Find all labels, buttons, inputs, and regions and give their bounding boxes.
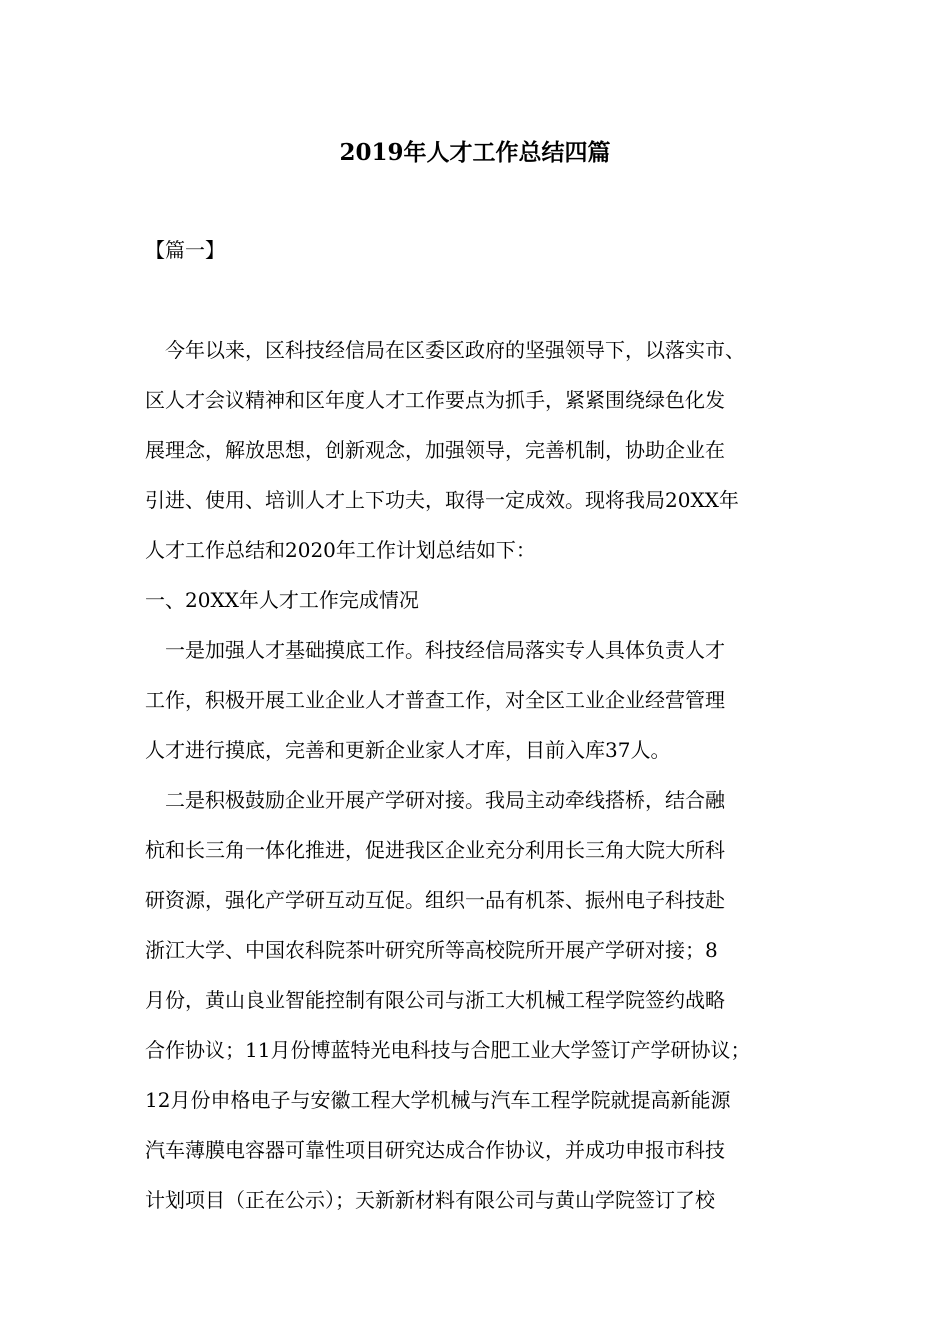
text-line: 区人才会议精神和区年度人才工作要点为抓手，紧紧围绕绿色化发 bbox=[145, 388, 725, 412]
section-label: 【篇一】 bbox=[145, 238, 225, 262]
text-line: 计划项目（正在公示）；天新新材料有限公司与黄山学院签订了校 bbox=[145, 1188, 715, 1212]
body-text bbox=[145, 332, 810, 1232]
text-line: 人才工作总结和2020年工作计划总结如下： bbox=[145, 538, 536, 562]
document-title: 2019年人才工作总结四篇 bbox=[339, 139, 611, 166]
text-line: 一是加强人才基础摸底工作。科技经信局落实专人具体负责人才 bbox=[145, 638, 725, 662]
text-line: 合作协议；11月份博蓝特光电科技与合肥工业大学签订产学研协议； bbox=[145, 1038, 751, 1062]
text-line: 杭和长三角一体化推进，促进我区企业充分利用长三角大院大所科 bbox=[145, 838, 725, 862]
text-line: 汽车薄膜电容器可靠性项目研究达成合作协议，并成功申报市科技 bbox=[145, 1138, 725, 1162]
text-line: 工作，积极开展工业企业人才普查工作，对全区工业企业经营管理 bbox=[145, 688, 725, 712]
text-line: 今年以来，区科技经信局在区委区政府的坚强领导下，以落实市、 bbox=[145, 338, 745, 362]
text-line: 研资源，强化产学研互动互促。组织一品有机茶、振州电子科技赴 bbox=[145, 888, 725, 912]
text-line: 一、20XX年人才工作完成情况 bbox=[145, 588, 419, 612]
text-line: 人才进行摸底，完善和更新企业家人才库，目前入库37人。 bbox=[145, 738, 671, 762]
text-line: 引进、使用、培训人才上下功夫，取得一定成效。现将我局20XX年 bbox=[145, 488, 739, 512]
text-line: 二是积极鼓励企业开展产学研对接。我局主动牵线搭桥，结合融 bbox=[145, 788, 725, 812]
text-line: 12月份申格电子与安徽工程大学机械与汽车工程学院就提高新能源 bbox=[145, 1088, 731, 1112]
text-line: 浙江大学、中国农科院茶叶研究所等高校院所开展产学研对接；8 bbox=[145, 938, 718, 962]
text-line: 展理念，解放思想，创新观念，加强领导，完善机制，协助企业在 bbox=[145, 438, 725, 462]
text-line: 月份，黄山良业智能控制有限公司与浙工大机械工程学院签约战略 bbox=[145, 988, 725, 1012]
